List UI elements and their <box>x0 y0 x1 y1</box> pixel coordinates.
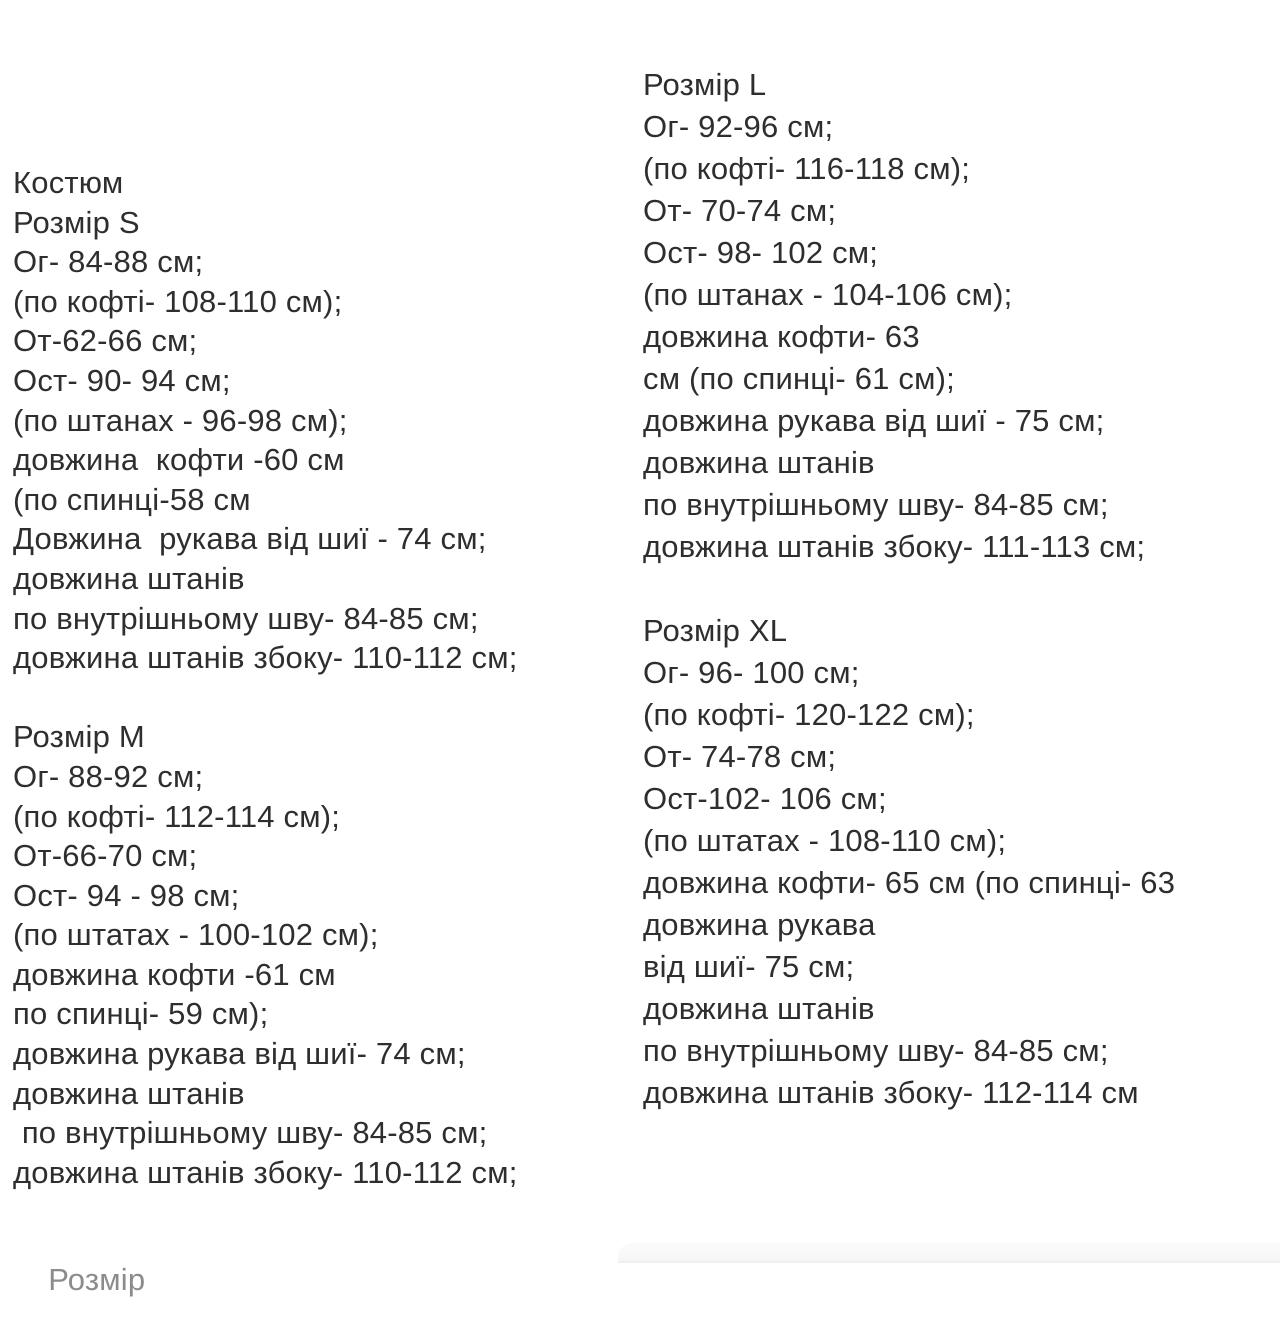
text-line: (по кофті- 108-110 см); <box>13 283 343 319</box>
text-line <box>643 568 1280 610</box>
text-line: см (по спинці- 61 см); <box>643 361 955 396</box>
text-line: від шиї- 75 см; <box>643 949 855 984</box>
cutoff-text-line <box>13 1233 146 1297</box>
text-line: От- 70-74 см; <box>643 193 837 228</box>
text-line <box>13 678 635 718</box>
text-line: Ост- 94 - 98 см; <box>13 877 240 913</box>
text-line: (по кофті- 112-114 см); <box>13 798 341 834</box>
cutoff-text: Розмір <box>48 1262 146 1297</box>
text-line: Розмір S <box>13 204 140 240</box>
text-line: Ог- 96- 100 см; <box>643 655 860 690</box>
text-line: довжина штанів <box>13 560 245 596</box>
text-line: Костюм <box>13 165 124 200</box>
text-line: довжина рукава від шиї - 75 см; <box>643 403 1105 438</box>
text-line: (по штатах - 108-110 см); <box>643 823 1007 858</box>
text-line: довжина кофти- 63 <box>643 319 920 354</box>
text-line: довжина штанів збоку- 110-112 см; <box>13 640 518 676</box>
text-line: Розмір М <box>13 719 145 755</box>
text-line: по внутрішньому шву- 84-85 см; <box>13 1115 488 1151</box>
text-line: Розмір L <box>643 67 767 102</box>
text-line: довжина штанів <box>643 991 875 1026</box>
text-line: (по штанах - 96-98 см); <box>13 402 348 438</box>
text-line: (по кофті- 116-118 см); <box>643 151 971 186</box>
next-content-edge <box>618 1243 1280 1263</box>
text-line: Ост- 90- 94 см; <box>13 362 231 398</box>
text-line: Розмір XL <box>643 613 788 648</box>
text-line: по спинці- 59 см); <box>13 996 269 1032</box>
text-line: (по штатах - 100-102 см); <box>13 917 379 953</box>
text-line: довжина кофти- 65 см (по спинці- 63 <box>643 865 1176 900</box>
text-line: Довжина рукава від шиї - 74 см; <box>13 521 487 557</box>
text-line: От-62-66 см; <box>13 323 198 359</box>
text-line: Ог- 88-92 см; <box>13 758 204 794</box>
text-line: Ог- 84-88 см; <box>13 244 204 280</box>
text-line: Ост-102- 106 см; <box>643 781 887 816</box>
text-line: Ог- 92-96 см; <box>643 109 834 144</box>
size-column-l-xl <box>643 64 1280 1114</box>
text-line: довжина кофти -60 см <box>13 442 345 478</box>
text-line: От-66-70 см; <box>13 838 198 874</box>
text-line: по внутрішньому шву- 84-85 см; <box>643 487 1109 522</box>
text-line: довжина кофти -61 см <box>13 956 336 992</box>
text-line: От- 74-78 см; <box>643 739 837 774</box>
text-line: (по штанах - 104-106 см); <box>643 277 1013 312</box>
text-line: (по кофті- 120-122 см); <box>643 697 975 732</box>
text-line: по внутрішньому шву- 84-85 см; <box>643 1033 1109 1068</box>
text-line: (по спинці-58 см <box>13 481 251 517</box>
text-line: довжина штанів збоку- 111-113 см; <box>643 529 1146 564</box>
size-column-s-m <box>13 163 635 1192</box>
text-line: довжина рукава <box>643 907 876 942</box>
text-line: довжина штанів збоку- 112-114 см <box>643 1075 1139 1110</box>
text-line: довжина штанів <box>13 1075 245 1111</box>
text-line: Ост- 98- 102 см; <box>643 235 879 270</box>
text-line: довжина штанів збоку- 110-112 см; <box>13 1154 518 1190</box>
text-line: довжина рукава від шиї- 74 см; <box>13 1036 466 1072</box>
text-line: довжина штанів <box>643 445 875 480</box>
text-line: по внутрішньому шву- 84-85 см; <box>13 600 479 636</box>
